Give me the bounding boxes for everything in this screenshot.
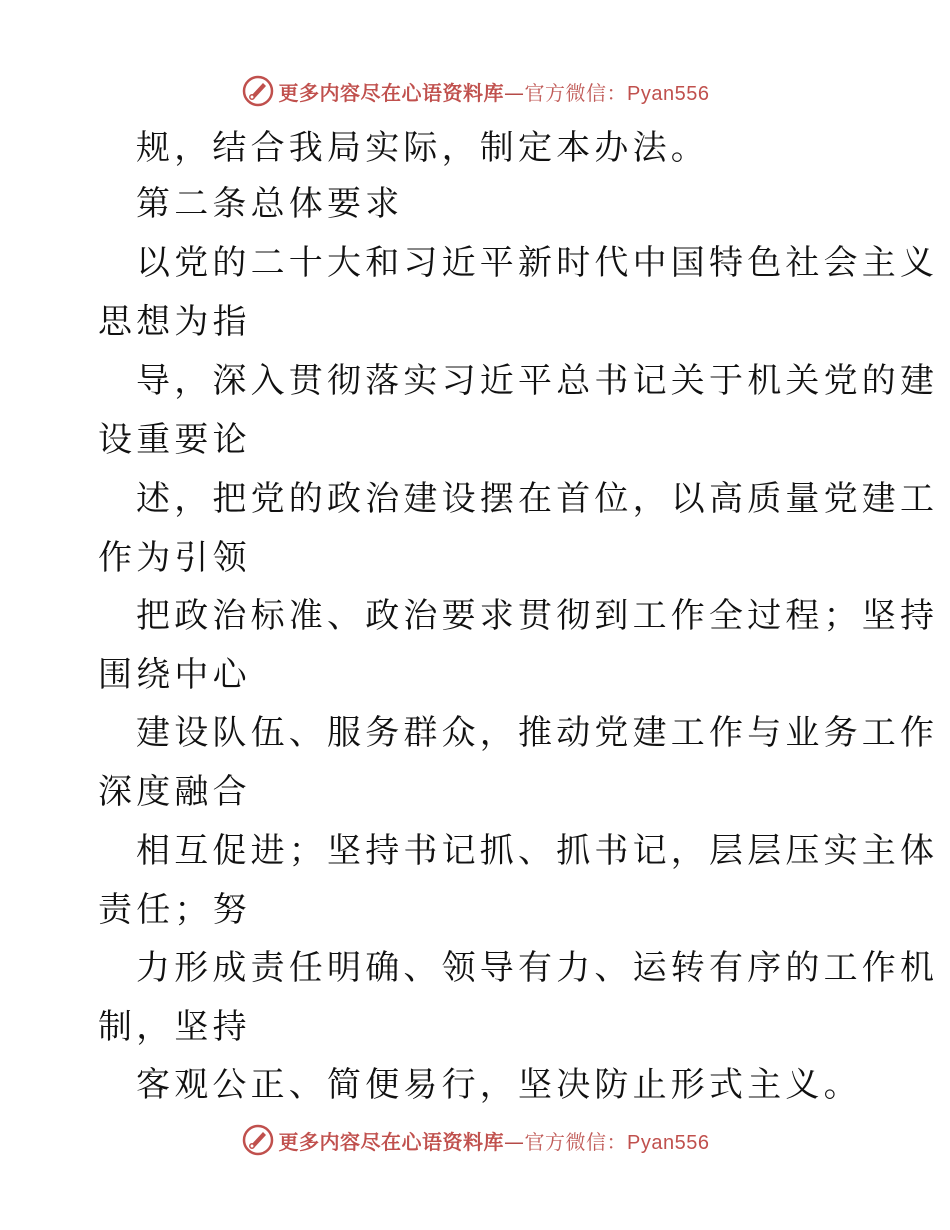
paragraph-line: 制，坚持 [98, 1007, 251, 1047]
watermark-separator: — [504, 1129, 525, 1154]
header-watermark [0, 71, 950, 111]
footer-watermark [0, 1120, 950, 1160]
watermark-main: 更多内容尽在心语资料库 [278, 80, 505, 105]
watermark-main: 更多内容尽在心语资料库 [278, 1129, 505, 1154]
paragraph-line: 围绕中心 [98, 655, 251, 695]
paragraph-line: 力形成责任明确、领导有力、运转有序的工作机 [136, 948, 939, 988]
paragraph-line: 设重要论 [98, 420, 251, 460]
watermark-wechat-id: Pyan556 [627, 82, 710, 105]
paragraph-line: 思想为指 [98, 302, 251, 342]
paragraph-line: 相互促进；坚持书记抓、抓书记，层层压实主体 [136, 831, 939, 871]
paragraph-line: 深度融合 [98, 772, 251, 812]
paragraph-line: 以党的二十大和习近平新时代中国特色社会主义 [136, 243, 939, 283]
paragraph-line: 述，把党的政治建设摆在首位，以高质量党建工 [136, 479, 939, 519]
logo-icon [241, 1123, 275, 1157]
watermark-wechat-label: 官方微信： [524, 80, 628, 105]
paragraph-line: 作为引领 [98, 538, 251, 578]
watermark-wechat-label: 官方微信： [524, 1129, 628, 1154]
paragraph-line: 责任；努 [98, 890, 251, 930]
paragraph-line: 把政治标准、政治要求贯彻到工作全过程；坚持 [136, 596, 939, 636]
paragraph-line: 建设队伍、服务群众，推动党建工作与业务工作 [136, 713, 939, 753]
paragraph-line: 规，结合我局实际，制定本办法。 [136, 128, 709, 168]
watermark-text [279, 77, 710, 106]
section-heading: 第二条总体要求 [136, 184, 404, 224]
watermark-wechat-id: Pyan556 [627, 1131, 710, 1154]
paragraph-line: 客观公正、简便易行，坚决防止形式主义。 [136, 1065, 862, 1105]
logo-icon [241, 74, 275, 108]
paragraph-line: 导，深入贯彻落实习近平总书记关于机关党的建 [136, 361, 939, 401]
watermark-text [279, 1126, 710, 1155]
watermark-separator: — [504, 80, 525, 105]
